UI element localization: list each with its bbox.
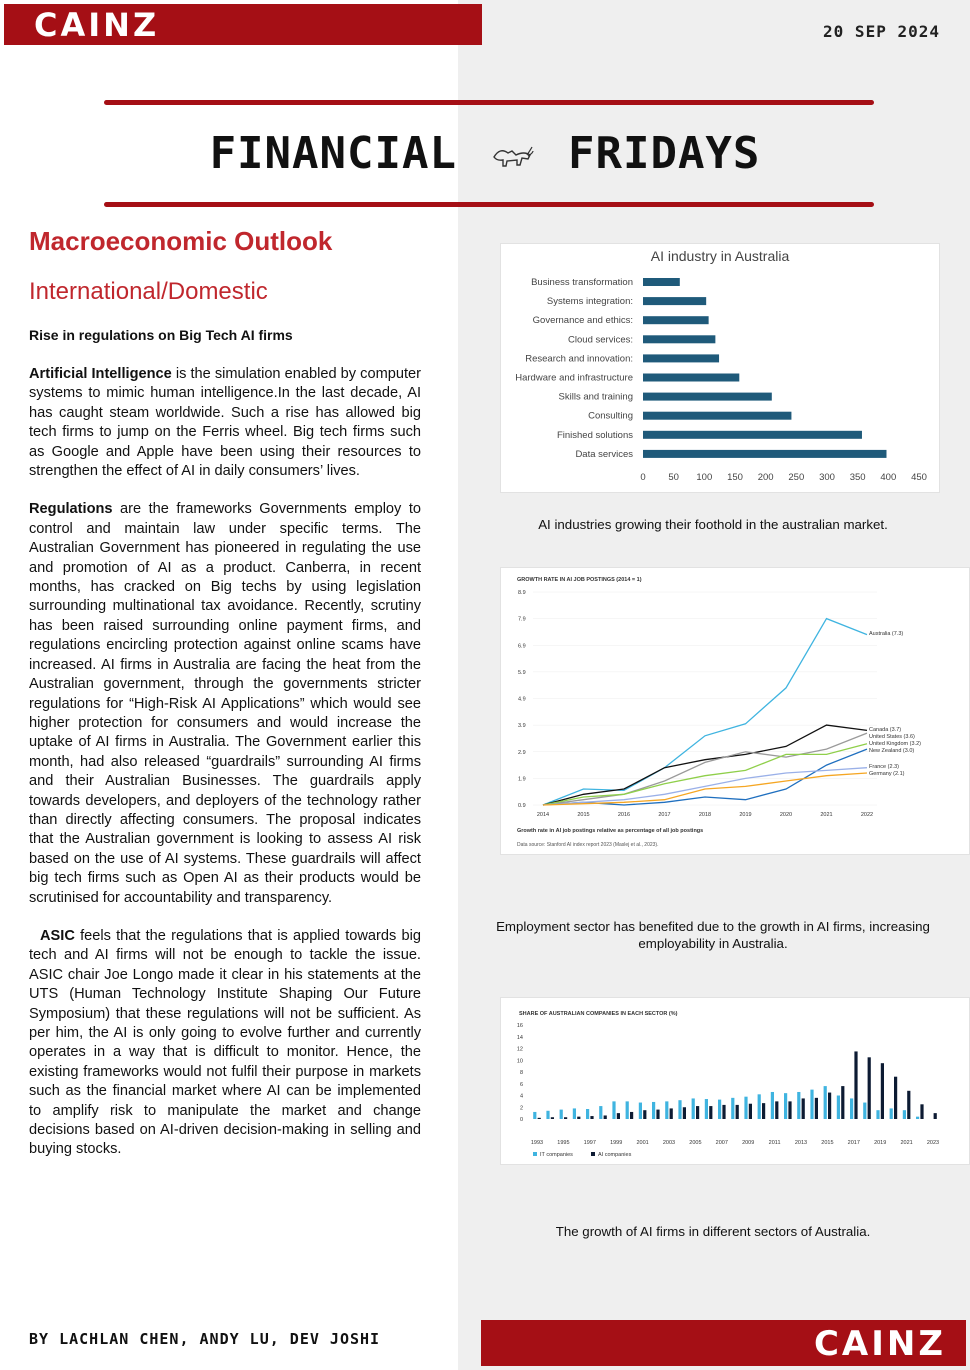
y-tick-label: 6: [519, 1081, 523, 1088]
bar: [643, 316, 709, 324]
x-tick-label: 2017: [658, 812, 671, 818]
y-tick-label: 0: [519, 1117, 523, 1123]
y-tick-label: 7.9: [518, 616, 526, 623]
bar: [652, 1102, 655, 1119]
bar: [718, 1100, 721, 1119]
x-tick-label: 2020: [779, 812, 793, 818]
legend-swatch: [591, 1152, 595, 1156]
bar: [643, 297, 706, 305]
series-label: Canada (3.7): [869, 727, 902, 733]
x-tick-label: 450: [911, 472, 927, 483]
category-label: Research and innovation:: [525, 353, 633, 365]
x-tick-label: 0: [640, 472, 646, 483]
bar: [775, 1101, 778, 1119]
series-line: [543, 725, 867, 805]
x-tick-label: 2016: [617, 812, 631, 818]
x-tick-label: 2019: [874, 1140, 887, 1146]
x-tick-label: 2022: [860, 812, 874, 818]
bar: [683, 1107, 686, 1119]
bar: [643, 354, 719, 362]
bar: [771, 1092, 774, 1119]
bottom-brand-bar: [481, 1320, 966, 1366]
bar: [705, 1099, 708, 1119]
bar: [546, 1111, 549, 1119]
bar: [678, 1100, 681, 1119]
x-tick-label: 2009: [742, 1140, 755, 1146]
series-label: United States (3.6): [869, 734, 915, 740]
bar: [626, 1101, 629, 1119]
x-tick-label: 2018: [698, 812, 712, 818]
bar: [696, 1106, 699, 1119]
bar: [863, 1103, 866, 1119]
chart-jobs-line: [501, 568, 969, 854]
series-label: France (2.3): [869, 764, 899, 770]
bar: [665, 1101, 668, 1119]
brand-logo: CAINZ: [34, 6, 160, 44]
article-body: [29, 365, 421, 1179]
bar: [692, 1098, 695, 1119]
bar: [850, 1098, 853, 1119]
x-tick-label: 2007: [715, 1140, 728, 1146]
bar: [573, 1108, 576, 1119]
bar: [788, 1101, 791, 1119]
bar: [630, 1112, 633, 1119]
article-paragraph: [29, 927, 421, 1160]
section-title: Macroeconomic Outlook: [29, 226, 333, 256]
bar: [639, 1103, 642, 1119]
y-tick-label: 4.9: [518, 696, 526, 703]
masthead-bottom-rule: [104, 202, 874, 207]
bar: [868, 1057, 871, 1119]
bar: [815, 1098, 818, 1119]
chart-source: Data source: Stanford AI index report 2023 (Maslej et al., 2023).: [517, 842, 659, 848]
bar: [731, 1098, 734, 1119]
bar: [590, 1116, 593, 1119]
chart2-caption: Employment sector has benefited due to the growth in AI firms, increasing employability in Australia.: [496, 919, 930, 951]
x-tick-label: 2003: [662, 1140, 676, 1146]
bar: [533, 1112, 536, 1119]
bar: [784, 1093, 787, 1119]
bar: [722, 1105, 725, 1119]
x-tick-label: 2023: [926, 1140, 940, 1146]
x-tick-label: 1993: [530, 1140, 544, 1146]
category-label: Systems integration:: [546, 296, 633, 308]
bar: [841, 1086, 844, 1119]
x-tick-label: 1999: [610, 1140, 623, 1146]
bar: [617, 1113, 620, 1119]
legend-label: AI companies: [598, 1152, 632, 1158]
series-label: Germany (2.1): [869, 771, 905, 777]
paragraph-text: feels that the regulations that is applied towards big tech and AI firms will not be enough to tackle the issue. ASIC chair Joe Longo made it clear in his statements at the UTS (Human Technology Institute Shaping Our Future Symposium) that these regulations will not be sufficient. As per him, the AI is only going to evolve further and currently operates in a way that is difficult to monitor. Hence, the existing frameworks would not fulfil their purpose in markets such as the financial market where AI can be implemented to amplify risk to manipulate the market and change decisions based on AI-driven decision-making in selling and buying stocks.: [29, 927, 421, 1158]
bar: [758, 1094, 761, 1119]
y-tick-label: 3.9: [518, 723, 526, 730]
masthead-right-word: FRIDAYS: [567, 128, 761, 179]
bar: [643, 412, 791, 420]
bar: [599, 1106, 602, 1119]
bar: [560, 1110, 563, 1119]
paragraph-lead: Regulations: [29, 501, 113, 518]
paragraph-lead: ASIC: [40, 927, 75, 944]
x-tick-label: 2019: [739, 812, 752, 818]
bar: [643, 278, 680, 286]
chart3-caption: The growth of AI firms in different sectors of Australia.: [555, 1224, 871, 1239]
series-line: [543, 733, 867, 805]
y-tick-label: 8.9: [518, 590, 526, 596]
x-tick-label: 2013: [794, 1140, 808, 1146]
bar: [564, 1117, 567, 1119]
bar: [643, 450, 886, 458]
bar: [744, 1097, 747, 1119]
masthead-left-word: FINANCIAL: [209, 128, 457, 179]
x-tick-label: 100: [696, 472, 713, 483]
bar: [643, 335, 715, 343]
masthead: [0, 128, 970, 179]
article-paragraph: [29, 365, 421, 481]
bar: [934, 1113, 937, 1119]
series-line: [543, 744, 867, 805]
x-tick-label: 250: [788, 472, 805, 483]
chart-title: GROWTH RATE IN AI JOB POSTINGS (2014 = 1): [517, 577, 642, 583]
chart1-caption: AI industries growing their foothold in the australian market.: [538, 517, 888, 532]
series-label: New Zealand (3.0): [869, 748, 915, 754]
bar: [577, 1117, 580, 1119]
bar: [881, 1063, 884, 1119]
x-tick-label: 2014: [536, 812, 550, 818]
legend-label: IT companies: [540, 1152, 573, 1158]
series-line: [543, 768, 867, 805]
masthead-top-rule: [104, 100, 874, 105]
bar: [586, 1109, 589, 1119]
bar: [894, 1077, 897, 1119]
y-tick-label: 0.9: [518, 803, 526, 809]
byline: BY LACHLAN CHEN, ANDY LU, DEV JOSHI: [29, 1330, 381, 1348]
bar: [876, 1110, 879, 1119]
bar: [612, 1101, 615, 1119]
bar: [551, 1117, 554, 1119]
y-tick-label: 2.9: [518, 749, 526, 756]
y-tick-label: 10: [516, 1058, 523, 1065]
bar: [890, 1108, 893, 1119]
x-tick-label: 350: [849, 472, 866, 483]
x-tick-label: 50: [668, 472, 679, 483]
x-tick-label: 150: [727, 472, 743, 483]
bar: [837, 1096, 840, 1120]
y-tick-label: 6.9: [518, 643, 526, 650]
bar: [810, 1090, 813, 1119]
subsection-title: International/Domestic: [29, 278, 268, 305]
bar: [643, 431, 862, 439]
bar: [656, 1110, 659, 1119]
category-label: Business transformation: [531, 277, 633, 288]
y-tick-label: 5.9: [518, 669, 526, 676]
y-tick-label: 1.9: [518, 776, 526, 783]
legend-swatch: [533, 1152, 537, 1156]
bar: [762, 1103, 765, 1119]
category-label: Skills and training: [558, 391, 633, 403]
bar: [920, 1104, 923, 1119]
paragraph-text: is the simulation enabled by computer systems to mimic human intelligence.In the last decade, AI has caught steam worldwide. Such a rise has allowed big tech firms to jump on the Ferris wheel. Big tech firms such as Google and Apple have been using their resources to strengthen the effect of AI in daily consumers’ lives.: [29, 366, 421, 480]
bar: [802, 1098, 805, 1119]
x-tick-label: 300: [819, 472, 835, 483]
x-tick-label: 2015: [821, 1140, 834, 1146]
bar: [907, 1091, 910, 1119]
y-tick-label: 14: [516, 1034, 523, 1041]
x-tick-label: 2011: [768, 1140, 781, 1146]
bull-icon: [490, 143, 534, 169]
bar: [736, 1105, 739, 1119]
series-label: United Kingdom (3.2): [869, 741, 921, 747]
article-headline: Rise in regulations on Big Tech AI firms: [29, 327, 293, 343]
category-label: Finished solutions: [556, 429, 633, 441]
chart-sector-panel: [500, 997, 970, 1165]
paragraph-lead: Artificial Intelligence: [29, 366, 172, 382]
y-tick-label: 12: [516, 1046, 523, 1053]
bar: [797, 1092, 800, 1119]
chart-industry-panel: [500, 243, 940, 493]
chart-title: SHARE OF AUSTRALIAN COMPANIES IN EACH SECTOR (%): [519, 1011, 678, 1017]
x-tick-label: 2005: [689, 1140, 702, 1146]
bar: [670, 1108, 673, 1119]
x-tick-label: 1995: [557, 1140, 570, 1146]
brand-logo-footer: CAINZ: [813, 1324, 946, 1364]
bar: [749, 1104, 752, 1119]
bar: [643, 1110, 646, 1119]
issue-date: 20 SEP 2024: [823, 22, 940, 41]
top-brand-bar: [4, 4, 482, 45]
chart-industry-bar: [501, 244, 939, 492]
bar: [643, 374, 739, 382]
bar: [604, 1115, 607, 1119]
category-label: Consulting: [588, 410, 633, 422]
x-tick-label: 2015: [577, 812, 590, 818]
paragraph-text: are the frameworks Governments employ to control and maintain law under specific terms. The Australian Government has pioneered in regulating the use and promotion of AI as a product. Canberra, in recent months, has cracked on Big techs by using legislation surrounding multinational tax avoidance. Recently, scrutiny has been raised surrounding online payment firms, and regulations encircling protection against online scams have increased. AI firms in Australia are facing the heat from the Australian government, through the governments stricter regulations for “High-Risk AI Applications” which would see higher protection for consumers and would increase the uptake of AI firms in Australia. The Government earlier this month, had also released “guardrails” surrounding AI firms and their Australian Businesses. The guardrails apply towards developers, and deployers of the technology rather than directly affecting consumers. The proposal indicates that the Australian government is looking to assess AI risk based on the use of AI systems. These guardrails will affect big tech firms such as Open AI as their products would be scrutinised for accountability and transparency.: [29, 501, 421, 906]
series-label: Australia (7.3): [869, 631, 904, 637]
x-tick-label: 2021: [900, 1140, 913, 1146]
x-tick-label: 200: [757, 472, 774, 483]
category-label: Data services: [575, 448, 633, 460]
y-tick-label: 8: [519, 1070, 523, 1076]
bar: [828, 1093, 831, 1119]
chart-subtitle: Growth rate in AI job postings relative as percentage of all job postings: [517, 828, 704, 834]
chart-jobs-panel: [500, 567, 970, 855]
article-paragraph: [29, 500, 421, 908]
category-label: Hardware and infrastructure: [515, 372, 633, 384]
category-label: Cloud services:: [568, 334, 633, 346]
x-tick-label: 2017: [847, 1140, 860, 1146]
x-tick-label: 400: [880, 472, 897, 483]
x-tick-label: 2021: [820, 812, 833, 818]
x-tick-label: 2001: [636, 1140, 649, 1146]
y-tick-label: 2: [519, 1105, 523, 1112]
category-label: Governance and ethics:: [532, 315, 633, 327]
y-tick-label: 16: [516, 1023, 523, 1029]
bar: [916, 1117, 919, 1119]
bar: [854, 1051, 857, 1119]
chart-title: AI industry in Australia: [650, 248, 790, 264]
x-tick-label: 1997: [583, 1140, 596, 1146]
y-tick-label: 4: [519, 1093, 523, 1100]
bar: [538, 1118, 541, 1119]
bar: [824, 1086, 827, 1119]
chart-sector-bar: [501, 998, 969, 1164]
bar: [709, 1106, 712, 1119]
bar: [643, 393, 772, 401]
bar: [903, 1110, 906, 1119]
